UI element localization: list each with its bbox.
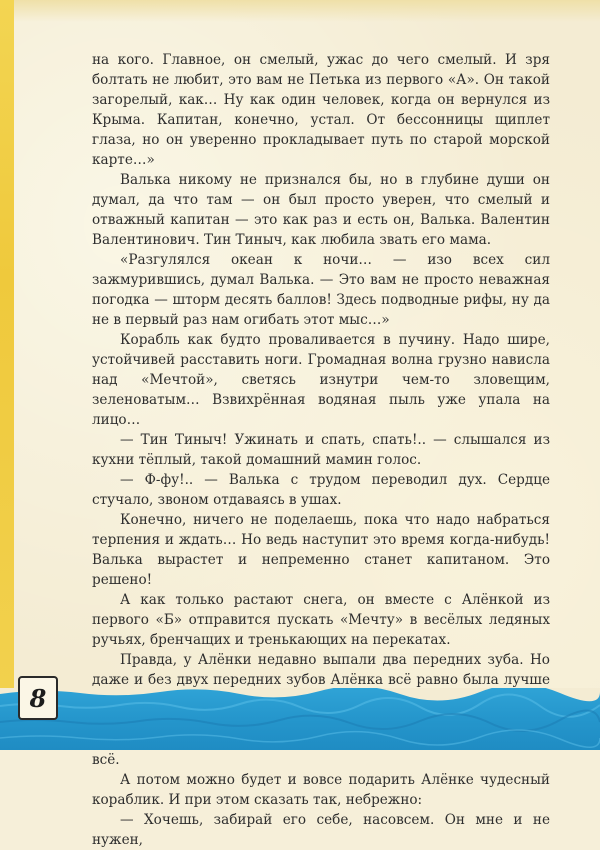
page-number: 8 xyxy=(18,676,58,720)
paragraph-1: на кого. Главное, он смелый, ужас до чего смелый. И зря болтать не любит, это вам не Петька из первого «А». Он такой загорелый, как… Ну как один человек, когда он вернулся из Крыма. Капитан, конечно, устал. От бессонницы щиплет глаза, но он уверенно прокладывает путь по старой морской карте…» xyxy=(92,52,550,168)
paragraph-10: А потом можно будет и вовсе подарить Алёнке чудесный кораблик. И при этом сказать так, небрежно: xyxy=(92,772,550,808)
left-yellow-margin xyxy=(0,0,14,690)
paragraph-5: — Тин Тиныч! Ужинать и спать, спать!.. — слышался из кухни тёплый, такой домашний мамин голос. xyxy=(92,432,550,468)
page-top-edge xyxy=(0,0,600,22)
paragraph-8: А как только растают снега, он вместе с Алёнкой из первого «Б» отправится пускать «Мечту» в весёлых ледяных ручьях, бренчащих и треньκающих на перекатах. xyxy=(92,592,550,648)
paragraph-11: — Хочешь, забирай его себе, насовсем. Он мне и не нужен, xyxy=(92,812,550,848)
paragraph-2: Валька никому не признался бы, но в глубине души он думал, да что там — он был просто уверен, что смелый и отважный капитан — это как раз и есть он, Валька. Валентин Валентинович. Тин Тиныч, как любила звать его мама. xyxy=(92,172,550,248)
paragraph-7: Конечно, ничего не поделаешь, пока что надо набраться терпения и ждать… Но ведь наступит это время когда-нибудь! Валька вырастет и непременно станет капитаном. Это решено! xyxy=(92,512,550,588)
paragraph-4: Корабль как будто проваливается в пучину. Надо шире, устойчивей расставить ноги. Громадная волна грузно нависла над «Мечтой», светясь изнутри чем-то зловещим, зеленоватым… Взвихрённая водяная пыль уже упала на лицо… xyxy=(92,332,550,428)
paragraph-9: Правда, у Алёнки недавно выпали два передних зуба. Но даже и без двух передних зубов Алёнка всё равно была лучше всё. xyxy=(92,652,550,768)
paragraph-6: — Ф-фу!.. — Валька с трудом переводил дух. Сердце стучало, звоном отдаваясь в ушах. xyxy=(92,472,550,508)
water-illustration xyxy=(0,688,600,750)
water-waves-icon xyxy=(0,688,600,750)
paragraph-3: «Разгулялся океан к ночи… — изо всех сил зажмурившись, думал Валька. — Это вам не просто неважная погодка — шторм десять баллов! Здесь подводные рифы, ну да не в первый раз нам огибать этот мыс…» xyxy=(92,252,550,328)
